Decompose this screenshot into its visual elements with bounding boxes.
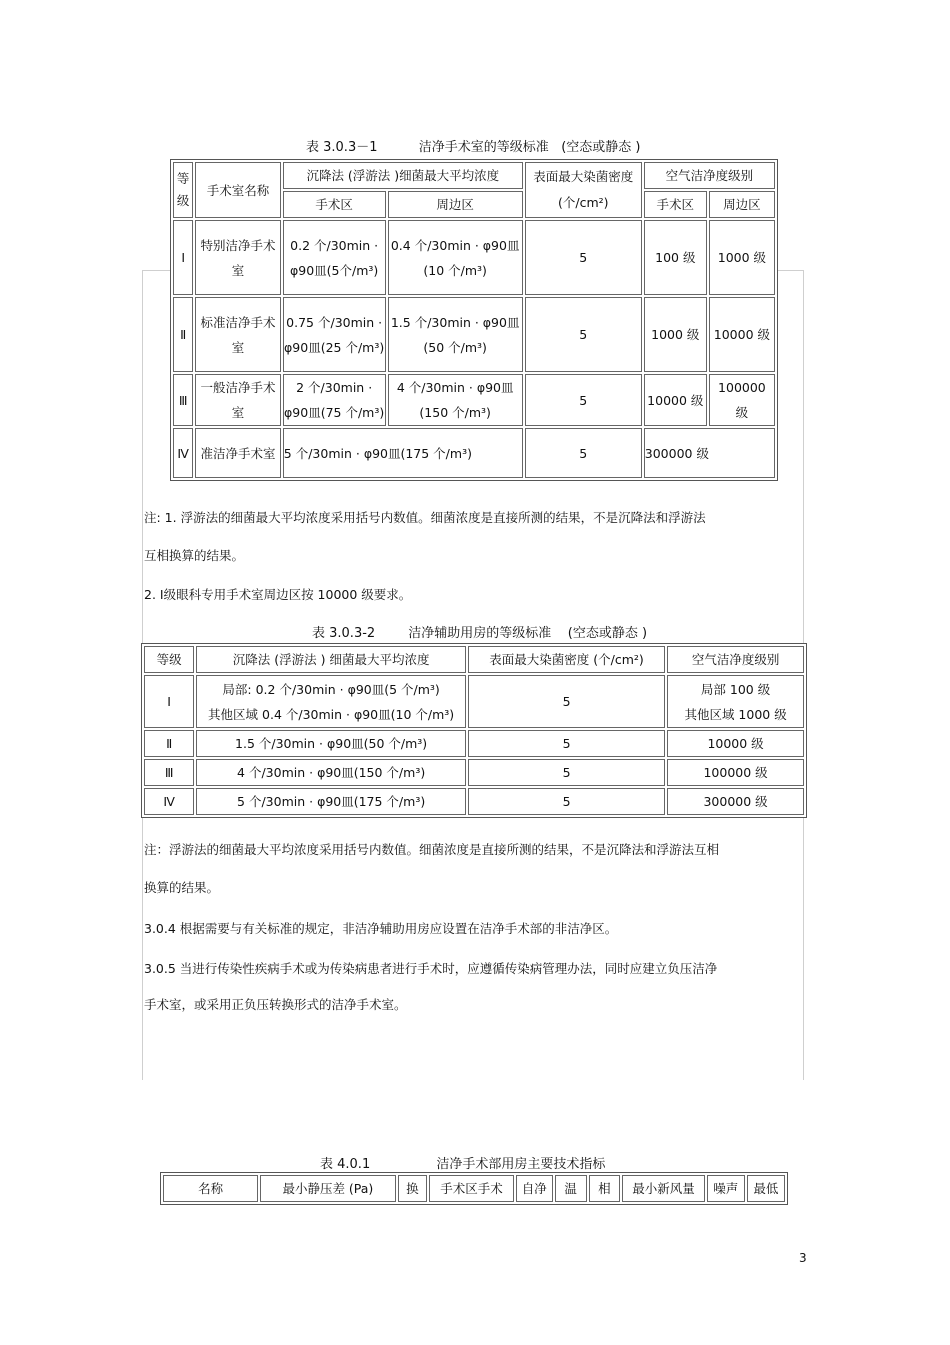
sedimentation-cell: 5 个/30min · φ90皿(175 个/m³) xyxy=(196,788,466,815)
grade-cell: Ⅲ xyxy=(173,374,193,426)
peripheral-area-cell: 0.4 个/30min · φ90皿(10 个/m³) xyxy=(388,220,523,295)
table1-caption: 表 3.0.3－1 洁净手术室的等级标准 (空态或静态 ) xyxy=(306,140,641,155)
air-peripheral-cell: 100000 级 xyxy=(709,374,775,426)
header-operating-area: 手术区手术 xyxy=(429,1175,514,1202)
table-row xyxy=(173,428,775,478)
grade-cell: Ⅰ xyxy=(144,675,194,728)
table-row xyxy=(144,675,804,728)
header-air-cleanliness: 空气洁净度级别 xyxy=(667,646,804,673)
sedimentation-merged-cell: 5 个/30min · φ90皿(175 个/m³) xyxy=(283,428,523,478)
table-row xyxy=(144,788,804,815)
operating-area-cell: 0.2 个/30min · φ90皿(5个/m³) xyxy=(283,220,386,295)
room-name-cell: 一般洁净手术室 xyxy=(195,374,280,426)
table-row xyxy=(144,730,804,757)
grade-cell: Ⅱ xyxy=(144,730,194,757)
note-table2-line1: 注：浮游法的细菌最大平均浓度采用括号内数值。细菌浓度是直接所测的结果，不是沉降法和浮游法互相 xyxy=(144,842,720,857)
table-technical-indicators xyxy=(160,1172,788,1205)
header-sedimentation: 沉降法 (浮游法 )细菌最大平均浓度 xyxy=(283,162,523,189)
header-noise: 噪声 xyxy=(707,1175,745,1202)
paragraph-3-0-5-line1: 3.0.5 当进行传染性疾病手术或为传染病患者进行手术时，应遵循传染病管理办法，同时应建立负压洁净 xyxy=(144,961,718,976)
surface-cell: 5 xyxy=(525,428,642,478)
note1-line1: 注: 1. 浮游法的细菌最大平均浓度采用括号内数值。细菌浓度是直接所测的结果，不是沉降法和浮游法 xyxy=(144,510,706,525)
paragraph-3-0-4: 3.0.4 根据需要与有关标准的规定，非洁净辅助用房应设置在洁净手术部的非洁净区。 xyxy=(144,921,618,936)
header-room-name: 手术室名称 xyxy=(195,162,280,218)
header-grade: 等 级 xyxy=(173,162,193,218)
peripheral-area-cell: 1.5 个/30min · φ90皿(50 个/m³) xyxy=(388,297,523,372)
header-min-fresh-air: 最小新风量 xyxy=(622,1175,705,1202)
air-peripheral-cell: 10000 级 xyxy=(709,297,775,372)
header-name: 名称 xyxy=(163,1175,258,1202)
surface-cell: 5 xyxy=(525,374,642,426)
header-minimum: 最低 xyxy=(747,1175,785,1202)
table-row xyxy=(144,759,804,786)
surface-cell: 5 xyxy=(468,788,665,815)
air-cell xyxy=(667,675,804,728)
header-air-change: 换 xyxy=(398,1175,428,1202)
subheader-air-operating: 手术区 xyxy=(644,191,707,218)
header-surface-density: 表面最大染菌密度 (个/cm²) xyxy=(468,646,665,673)
room-name-cell: 标准洁净手术室 xyxy=(195,297,280,372)
grade-cell: Ⅱ xyxy=(173,297,193,372)
grade-cell: Ⅰ xyxy=(173,220,193,295)
operating-area-cell: 2 个/30min · φ90皿(75 个/m³) xyxy=(283,374,386,426)
table-row xyxy=(173,220,775,295)
operating-area-cell: 0.75 个/30min · φ90皿(25 个/m³) xyxy=(283,297,386,372)
header-sedimentation: 沉降法 (浮游法 ) 细菌最大平均浓度 xyxy=(196,646,466,673)
surface-cell: 5 xyxy=(468,759,665,786)
header-humidity: 相 xyxy=(589,1175,621,1202)
table-row xyxy=(173,297,775,372)
air-cell: 10000 级 xyxy=(667,730,804,757)
air-cell: 100000 级 xyxy=(667,759,804,786)
air-local: 局部 100 级 xyxy=(700,681,771,697)
table-clean-operating-room-grades xyxy=(170,159,778,481)
table-auxiliary-room-grades xyxy=(141,643,807,818)
table3-caption: 表 4.0.1 洁净手术部用房主要技术指标 xyxy=(320,1157,606,1172)
table2-caption: 表 3.0.3-2 洁净辅助用房的等级标准 (空态或静态 ) xyxy=(312,626,648,641)
header-surface-density: 表面最大染菌密度(个/cm²) xyxy=(525,162,642,218)
table-row xyxy=(173,374,775,426)
page-number: 3 xyxy=(799,1251,807,1265)
note2: 2. Ⅰ级眼科专用手术室周边区按 10000 级要求。 xyxy=(144,587,412,602)
header-grade: 等级 xyxy=(144,646,194,673)
room-name-cell: 准洁净手术室 xyxy=(195,428,280,478)
paragraph-3-0-5-line2: 手术室，或采用正负压转换形式的洁净手术室。 xyxy=(144,997,407,1012)
surface-cell: 5 xyxy=(468,675,665,728)
header-air-cleanliness: 空气洁净度级别 xyxy=(644,162,775,189)
air-cell: 300000 级 xyxy=(667,788,804,815)
peripheral-area-cell: 4 个/30min · φ90皿(150 个/m³) xyxy=(388,374,523,426)
air-merged-cell: 300000 级 xyxy=(644,428,775,478)
header-temperature: 温 xyxy=(555,1175,587,1202)
air-peripheral-cell: 1000 级 xyxy=(709,220,775,295)
subheader-air-peripheral: 周边区 xyxy=(709,191,775,218)
sedimentation-cell xyxy=(196,675,466,728)
note1-line2: 互相换算的结果。 xyxy=(144,548,245,563)
sedimentation-other: 其他区域 0.4 个/30min · φ90皿(10 个/m³) xyxy=(208,706,455,722)
subheader-peripheral-area: 周边区 xyxy=(388,191,523,218)
air-operating-cell: 10000 级 xyxy=(644,374,707,426)
grade-cell: Ⅳ xyxy=(173,428,193,478)
note-table2-line2: 换算的结果。 xyxy=(144,880,220,895)
surface-cell: 5 xyxy=(468,730,665,757)
air-operating-cell: 100 级 xyxy=(644,220,707,295)
sedimentation-cell: 1.5 个/30min · φ90皿(50 个/m³) xyxy=(196,730,466,757)
header-self-clean: 自净 xyxy=(516,1175,553,1202)
air-operating-cell: 1000 级 xyxy=(644,297,707,372)
surface-cell: 5 xyxy=(525,297,642,372)
grade-cell: Ⅲ xyxy=(144,759,194,786)
air-other: 其他区域 1000 级 xyxy=(684,706,787,722)
sedimentation-local: 局部: 0.2 个/30min · φ90皿(5 个/m³) xyxy=(222,681,440,697)
subheader-operating-area: 手术区 xyxy=(283,191,386,218)
sedimentation-cell: 4 个/30min · φ90皿(150 个/m³) xyxy=(196,759,466,786)
grade-cell: Ⅳ xyxy=(144,788,194,815)
header-min-static-pressure: 最小静压差 (Pa) xyxy=(260,1175,395,1202)
surface-cell: 5 xyxy=(525,220,642,295)
room-name-cell: 特别洁净手术室 xyxy=(195,220,280,295)
